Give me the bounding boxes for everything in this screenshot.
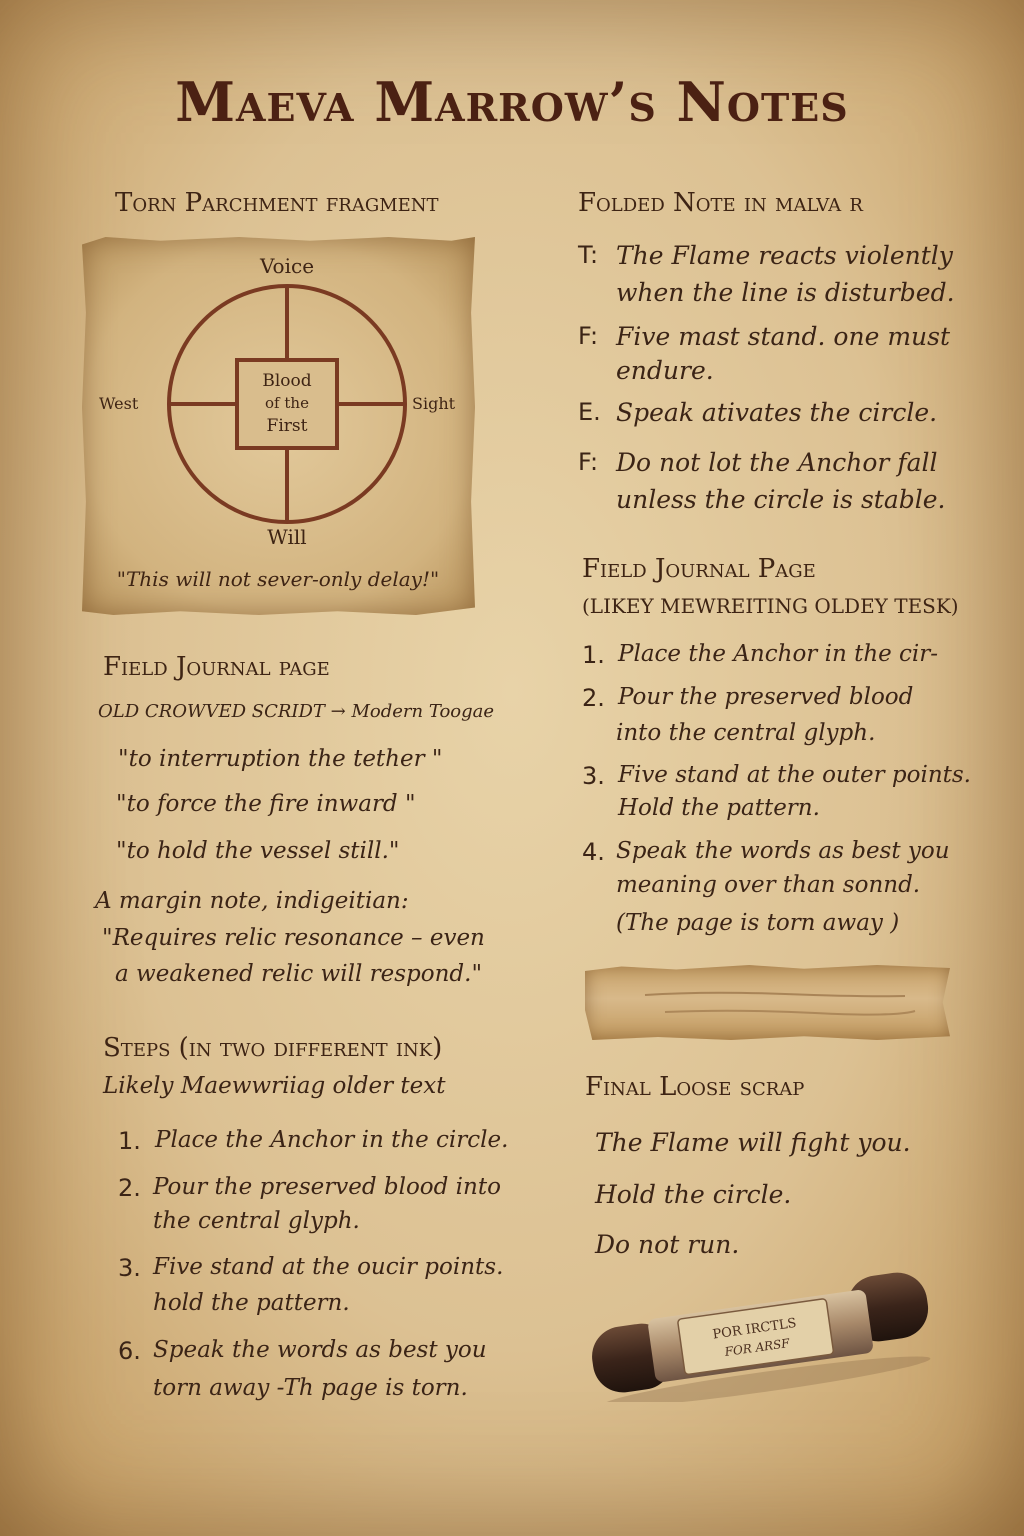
vial-label-line-1: POR IRCTLS — [711, 1315, 798, 1343]
steps-left-3-line-2: hold the pattern. — [153, 1290, 350, 1316]
steps-left-heading: Steps (in two different ink) — [103, 1033, 443, 1063]
steps-left-num-1: 1. — [118, 1127, 141, 1155]
fragment-quote: "This will not sever-only delay!" — [116, 567, 440, 591]
journal-right-num-3: 3. — [582, 762, 605, 790]
folded-note-heading: Folded Note in malva r — [578, 188, 863, 218]
margin-note-quote-line-2: a weakened relic will respond." — [115, 961, 483, 987]
journal-left-subheading: OLD CROWVED SCRIDT → Modern Toogae — [98, 701, 495, 722]
center-label-line-1: Blood — [262, 371, 312, 391]
center-label-line-3: First — [266, 416, 308, 436]
label-sight: Sight — [412, 394, 456, 413]
margin-note-intro: A margin note, indigeitian: — [95, 888, 409, 914]
journal-right-2-line-2: into the central glyph. — [616, 720, 876, 746]
final-scrap-line-2: Hold the circle. — [595, 1180, 792, 1209]
label-voice: Voice — [259, 254, 315, 278]
folded-note-2-line-2: endure. — [616, 356, 714, 385]
relic-vial-image — [570, 1262, 950, 1402]
steps-left-num-2: 2. — [118, 1174, 141, 1202]
vial-label-line-2: FOR ARSF — [723, 1336, 791, 1360]
folded-note-4-line-2: unless the circle is stable. — [616, 485, 946, 514]
fragment-heading: Torn Parchment fragment — [115, 188, 439, 218]
circle-diagram — [82, 237, 475, 615]
steps-left-2-line-2: the central glyph. — [153, 1208, 360, 1234]
page-title: Maeva Marrow’s Notes — [175, 70, 849, 134]
final-scrap-line-1: The Flame will fight you. — [595, 1128, 911, 1157]
torn-parchment-fragment — [82, 237, 475, 615]
journal-right-4-line-1: Speak the words as best you — [616, 838, 950, 864]
steps-left-1-line-1: Place the Anchor in the circle. — [155, 1127, 509, 1153]
folded-note-label-1: T: — [578, 241, 599, 269]
folded-note-2-line-1: Five mast stand. one must — [616, 322, 950, 351]
folded-note-1-line-1: The Flame reacts violently — [616, 241, 953, 270]
folded-note-4-line-1: Do not lot the Anchor fall — [616, 448, 938, 477]
journal-right-3-line-1: Five stand at the outer points. — [618, 762, 971, 788]
folded-note-label-4: F: — [578, 448, 599, 476]
folded-note-entry-3 — [578, 398, 958, 428]
center-label-line-2: of the — [265, 394, 309, 412]
label-west: West — [99, 394, 139, 413]
journal-right-torn-note: (The page is torn away ) — [616, 910, 900, 936]
journal-left-phrase-2: "to force the fire inward " — [116, 791, 416, 817]
journal-right-1-line-1: Place the Anchor in the cir- — [618, 641, 939, 667]
folded-note-1-line-2: when the line is disturbed. — [616, 278, 955, 307]
steps-left-num-4: 6. — [118, 1337, 141, 1365]
journal-right-2-line-1: Pour the preserved blood — [618, 684, 914, 710]
journal-right-num-1: 1. — [582, 641, 605, 669]
journal-right-4-line-2: meaning over than sonnd. — [616, 872, 921, 898]
journal-right-heading: Field Journal Page — [582, 554, 816, 584]
steps-left-num-3: 3. — [118, 1254, 141, 1282]
folded-note-entry-2 — [578, 322, 958, 352]
journal-right-3-line-2: Hold the pattern. — [618, 795, 820, 821]
journal-left-phrase-3: "to hold the vessel still." — [116, 838, 400, 864]
steps-left-4-line-2: torn away -Th page is torn. — [153, 1375, 468, 1401]
steps-left-2-line-1: Pour the preserved blood into — [153, 1174, 501, 1200]
steps-left-4-line-1: Speak the words as best you — [153, 1337, 487, 1363]
folded-note-3-line-1: Speak ativates the circle. — [616, 398, 938, 427]
journal-right-num-4: 4. — [582, 838, 605, 866]
final-scrap-line-3: Do not run. — [595, 1230, 740, 1259]
steps-left-3-line-1: Five stand at the oucir points. — [153, 1254, 504, 1280]
strip-scribbles — [585, 965, 950, 1040]
journal-right-subheading: (LIKEY MEWREITING OLDEY TESK) — [582, 594, 959, 618]
final-scrap-heading: Final Loose scrap — [585, 1072, 805, 1102]
folded-note-label-2: F: — [578, 322, 599, 350]
torn-paper-strip — [585, 965, 950, 1040]
journal-left-heading: Field Journal page — [103, 652, 330, 682]
margin-note-quote-line-1: "Requires relic resonance – even — [102, 925, 485, 951]
label-will: Will — [267, 525, 307, 549]
folded-note-label-3: E. — [578, 398, 601, 426]
journal-right-num-2: 2. — [582, 684, 605, 712]
journal-left-phrase-1: "to interruption the tether " — [118, 746, 443, 772]
steps-left-subheading: Likely Maewwriiag older text — [103, 1073, 446, 1099]
folded-note-entry-1 — [578, 241, 958, 271]
folded-note-entry-4 — [578, 448, 958, 478]
